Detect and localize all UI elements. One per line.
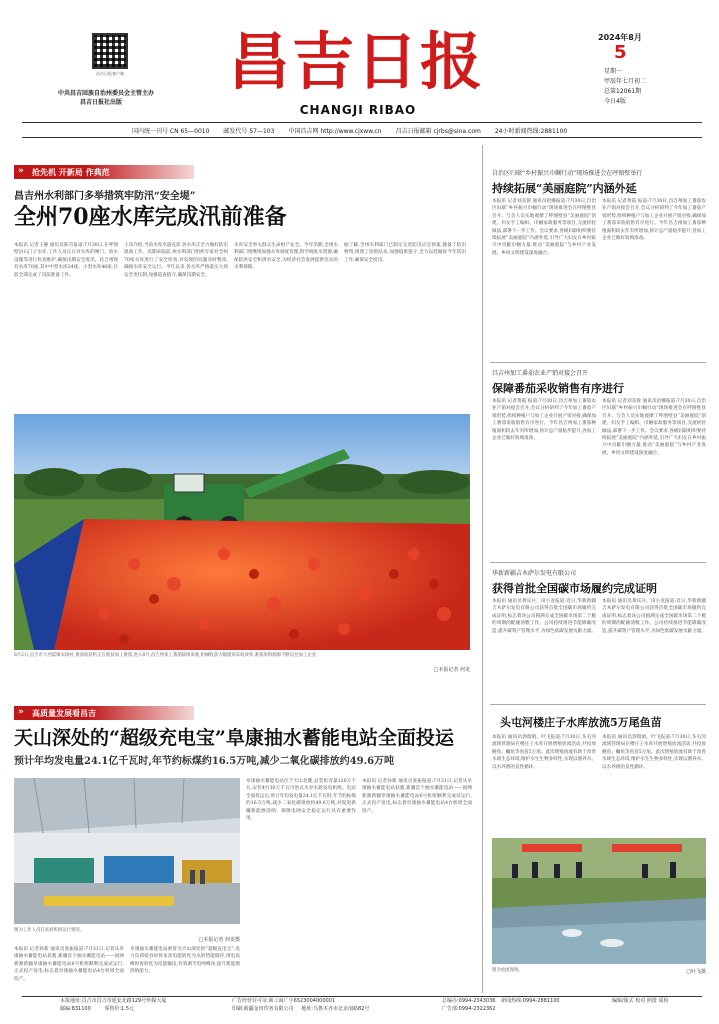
article-kicker: 华新新疆吉木萨尔发电有限公司 bbox=[492, 570, 577, 577]
article-column: 本报讯 记者刘美蓉 通讯员赵娜报道:7月30日,自治区妇联“乡村振兴巾帼行动”现场推进会在呼图壁县召开。与会人员实地观摩了呼图壁县“美丽庭院”创建、妇女手工编织、巾帼家政服务等项目,交流经验做法,部署下一步工作。会议要求,各级妇联组织要持续拓展“美丽庭院”内涵外延,引导广大妇女在乡村振兴中贡献巾帼力量,推动“美丽庭院”与乡村产业发展、乡风文明建设深度融合。 bbox=[602, 399, 706, 456]
footer-printer-address: 地址:乌鲁木齐市北京南路82号 bbox=[301, 1006, 370, 1012]
section-banner-label: 高质量发展看昌吉 bbox=[32, 708, 96, 718]
section-banner-1 bbox=[14, 165, 194, 179]
fish-release-photo bbox=[492, 838, 706, 964]
website: 中国昌吉网 http://www.cjxww.cn bbox=[288, 127, 382, 135]
photo-credit: □本报记者 何龙摄 bbox=[198, 937, 240, 943]
article-headline: 全州70座水库完成汛前准备 bbox=[14, 204, 287, 230]
issue-date: 2024年8月 bbox=[598, 33, 642, 42]
footer-departments: 编辑/版式 校对 照排 质检 bbox=[612, 998, 669, 1004]
article-column: 本报讯 通讯员郭瑞娟、叶飞报道:7月30日,头屯河流域管理局在楼庄子水库开展增殖放流活动,共投放鲢鱼、鳙鱼等鱼苗5万尾。此次增殖放流有助于改善水域生态环境,维护水生生物多样性,实现以渔养水、以水养渔的良性循环。 bbox=[492, 735, 596, 770]
section-banner-label: 抢先机 开新局 作典范 bbox=[32, 167, 110, 177]
photo-credit: □本报记者 何龙 bbox=[433, 667, 470, 673]
tomato-harvest-photo bbox=[14, 414, 470, 650]
organizer-line: 中共昌吉回族自治州委员会主管主办 bbox=[58, 90, 155, 97]
article-column: 水库安全事关群众生命财产安全。今年汛期,全州水利部门将继续加强水库调度管理,科学调度水资源,确保防洪安全和供水安全,为经济社会发展提供坚实的水利保障。 bbox=[234, 243, 338, 271]
publication-meta-bar bbox=[22, 122, 702, 138]
postal-code: 邮发代号 57—103 bbox=[223, 127, 275, 135]
footer-ads: 广告部:0994-2322362 bbox=[442, 1006, 496, 1012]
fish-release-illustration bbox=[492, 838, 706, 964]
article-column: 本报讯 通讯员郭瑞娟、叶飞报道:7月30日,头屯河流域管理局在楼庄子水库开展增殖放流活动,共投放鲢鱼、鳙鱼等鱼苗5万尾。此次增殖放流有助于改善水域生态环境,维护水生生物多样性,实现以渔养水、以水养渔的良性循环。 bbox=[602, 735, 706, 770]
article-separator bbox=[490, 562, 706, 563]
footer-office: 总编办:0994-2343036 bbox=[442, 998, 496, 1004]
article-headline: 获得首批全国碳市场履约完成证明 bbox=[492, 582, 657, 595]
article-separator bbox=[490, 362, 706, 363]
qr-caption: 昌吉日报客户端 bbox=[96, 71, 124, 76]
newspaper-logo-english: CHANGJI RIBAO bbox=[299, 103, 417, 117]
article-column: 本报讯 记者黄霞 报道:7月30日,昌吉州加工番茄农业产销对接会召开,会议分析研判了今年加工番茄产销形势,组织种植户与加工企业开展产销对接,确保加工番茄采收销售有序进行。今年昌吉州加工番茄种植面积较去年有所增加,预计总产量稳步提升,各加工企业已做好收购准备。 bbox=[492, 399, 596, 442]
article-separator bbox=[490, 704, 706, 705]
footer-postcode: 邮编:831100 bbox=[60, 1006, 91, 1012]
issue-day: 5 bbox=[614, 42, 627, 63]
article-column: 本报讯 记者黄霞 报道:7月30日,昌吉州加工番茄农业产销对接会召开,会议分析研判了今年加工番茄产销形势,组织种植户与加工企业开展产销对接,确保加工番茄采收销售有序进行。今年昌吉州加工番茄种植面积较去年有所增加,预计总产量稳步提升,各加工企业已做好收购准备。 bbox=[602, 199, 706, 242]
footer-ad-license: 广告经营许可证:新工商广字6523004000001 bbox=[232, 998, 336, 1004]
article-column: 本报讯 记者刘美蓉 通讯员赵娜报道:7月30日,自治区妇联“乡村振兴巾帼行动”现场推进会在呼图壁县召开。与会人员实地观摩了呼图壁县“美丽庭院”创建、妇女手工编织、巾帼家政服务等项目,交流经验做法,部署下一步工作。会议要求,各级妇联组织要持续拓展“美丽庭院”内涵外延,引导广大妇女在乡村振兴中贡献巾帼力量,推动“美丽庭院”与乡村产业发展、乡风文明建设深度融合。 bbox=[492, 199, 596, 256]
article-column: 本报讯 通讯员黄宾兵、田小龙报道:近日,华新新疆吉木萨尔发电有限公司获得首批全国碳市场履约完成证明,标志着该公司圆满完成全国碳市场第二个履约周期的配额清缴工作。公司持续推进节能降碳改造,提升碳资产管理水平,为绿色低碳发展贡献力量。 bbox=[492, 599, 596, 634]
tomato-harvest-illustration bbox=[14, 414, 470, 650]
article-column: 本报讯 通讯员黄宾兵、田小龙报道:近日,华新新疆吉木萨尔发电有限公司获得首批全国碳市场履约完成证明,标志着该公司圆满完成全国碳市场第二个履约周期的配额清缴工作。公司持续推进节能降碳改造,提升碳资产管理水平,为绿色低碳发展贡献力量。 bbox=[602, 599, 706, 634]
lunar-date: 甲辰年七月初二 bbox=[604, 78, 647, 85]
article-kicker: 自治区归联“乡村振兴巾帼行动”现场推进会在呼图壁举行 bbox=[492, 170, 643, 177]
footer-printer: 印刷:新疆金田印务有限公司 bbox=[232, 1006, 294, 1012]
chevron-right-icon: » bbox=[18, 166, 24, 176]
power-station-photo bbox=[14, 778, 240, 924]
article-headline: 天山深处的“超级充电宝”阜康抽水蓄能电站全面投运 bbox=[14, 727, 454, 749]
issue-number: 总第12061期 bbox=[604, 88, 642, 95]
article-column: 据了解,全州水利部门已制定完善防汛应急预案,储备了防汛物资,组建了抢险队伍,加强值班值守,全力以赴做好今年防汛工作,确保安全度汛。 bbox=[344, 243, 466, 263]
article-headline: 持续拓展“美丽庭院”内涵外延 bbox=[492, 182, 637, 195]
newspaper-logo: 昌吉日报 bbox=[227, 25, 484, 98]
article-column: 本报讯 记者王静 通讯员陈雪报道:7月30日,在呼图壁县石门子水库,工作人员正在对水库的闸门、放水设施等进行检查维护,确保汛期安全度汛。昌吉州现有水库70座,其中中型水库24座、小型水库46座,目前全部完成了汛前准备工作。 bbox=[14, 243, 118, 278]
article-column: 阜康抽水蓄能电站被誉为天山深处的“超级充电宝”,电力负荷低谷时将多余电能转化为水的势能储存,用电高峰时再转化为电能输送,有效调节电网峰谷,提升新能源消纳能力。 bbox=[130, 947, 240, 975]
weekday: 星期一 bbox=[604, 68, 623, 75]
page-count: 今日4版 bbox=[604, 98, 626, 105]
email: 昌吉日报邮箱 cjrbs@sina.com bbox=[395, 127, 481, 135]
article-headline: 头屯河楼庄子水库放流5万尾鱼苗 bbox=[500, 716, 662, 729]
footer-address: 本报地址:昌吉市昌吉市延安北路129号传媒大厦 bbox=[60, 998, 167, 1004]
photo-caption: 图为放流现场。 bbox=[492, 968, 523, 973]
photo-caption: 图为工作人员在查看机组运行情况。 bbox=[14, 928, 85, 933]
section-banner-2 bbox=[14, 706, 194, 720]
footer-price: 零售价:1.5元 bbox=[104, 1006, 135, 1012]
photo-credit: □叶飞摄 bbox=[686, 969, 706, 975]
article-kicker: 昌吉州水利部门多举措筑牢防汛“安全堤” bbox=[14, 191, 196, 202]
article-headline: 保障番茄采收销售有序进行 bbox=[492, 382, 624, 395]
column-divider bbox=[482, 145, 483, 993]
article-subhead: 预计年均发电量24.1亿千瓦时,年节约标煤约16.5万吨,减少二氧化碳排放约49.6万吨 bbox=[14, 756, 395, 767]
photo-caption: 8月2日,昌吉市大西渠镇农场村,番茄收获机正在收获加工番茄,进入8月,昌吉州加工番茄陆续采收,机械收获大幅提高采收效率,番茄原料源源不断运往加工企业。 bbox=[14, 653, 321, 658]
page-footer bbox=[22, 996, 702, 1018]
chevron-right-icon: » bbox=[18, 707, 24, 717]
cn-number: 国内统一刊号 CN 65—0010 bbox=[132, 127, 210, 135]
hotline: 24小时新闻热线:2881100 bbox=[494, 127, 568, 135]
publisher-line: 昌吉日报社出版 bbox=[80, 99, 123, 106]
power-station-illustration bbox=[14, 778, 240, 924]
article-column: 本报讯 记者孙新 通讯员张振报道:7月31日,记者从阜康抽水蓄能电站获悉,新疆首个抽水蓄能电站——国网新源新疆阜康抽水蓄能电站6号机组顺利完成试运行,正式投产发电,标志着阜康抽水蓄能电站4台机组全面投产。 bbox=[14, 947, 124, 982]
article-column: 王泽介绍,当前水库水量充沛,各水库正全力做好防汛准备工作。汛期来临前,州水利部门组织专家对全州70座水库进行了安全检查,对发现的问题及时整改,确保水库安全运行。今年以来,各水库严格落实大坝安全责任制,加强巡查值守,确保汛期安全。 bbox=[124, 243, 228, 278]
article-kicker: 昌吉州加工番茄农业产销对接会召开 bbox=[492, 370, 589, 377]
qr-code bbox=[92, 33, 128, 69]
footer-news: 新闻热线:0994-2881100 bbox=[501, 998, 560, 1004]
article-column: 本报讯 记者孙新 通讯员张振报道:7月31日,记者从阜康抽水蓄能电站获悉,新疆首个抽水蓄能电站——国网新源新疆阜康抽水蓄能电站6号机组顺利完成试运行,正式投产发电,标志着阜康抽水蓄能电站4台机组全面投产。 bbox=[362, 779, 472, 814]
article-column: 阜康抽水蓄能电站位于天山北麓,总装机容量120万千瓦,安装4台30万千瓦可逆式水泵水轮发电机组。电站全面投运后,预计年均发电量24.1亿千瓦时,年节约标煤约16.5万吨,减少二氧化碳排放约49.6万吨,对促进新疆新能源消纳、保障电网安全稳定运行具有重要作用。 bbox=[246, 779, 356, 822]
